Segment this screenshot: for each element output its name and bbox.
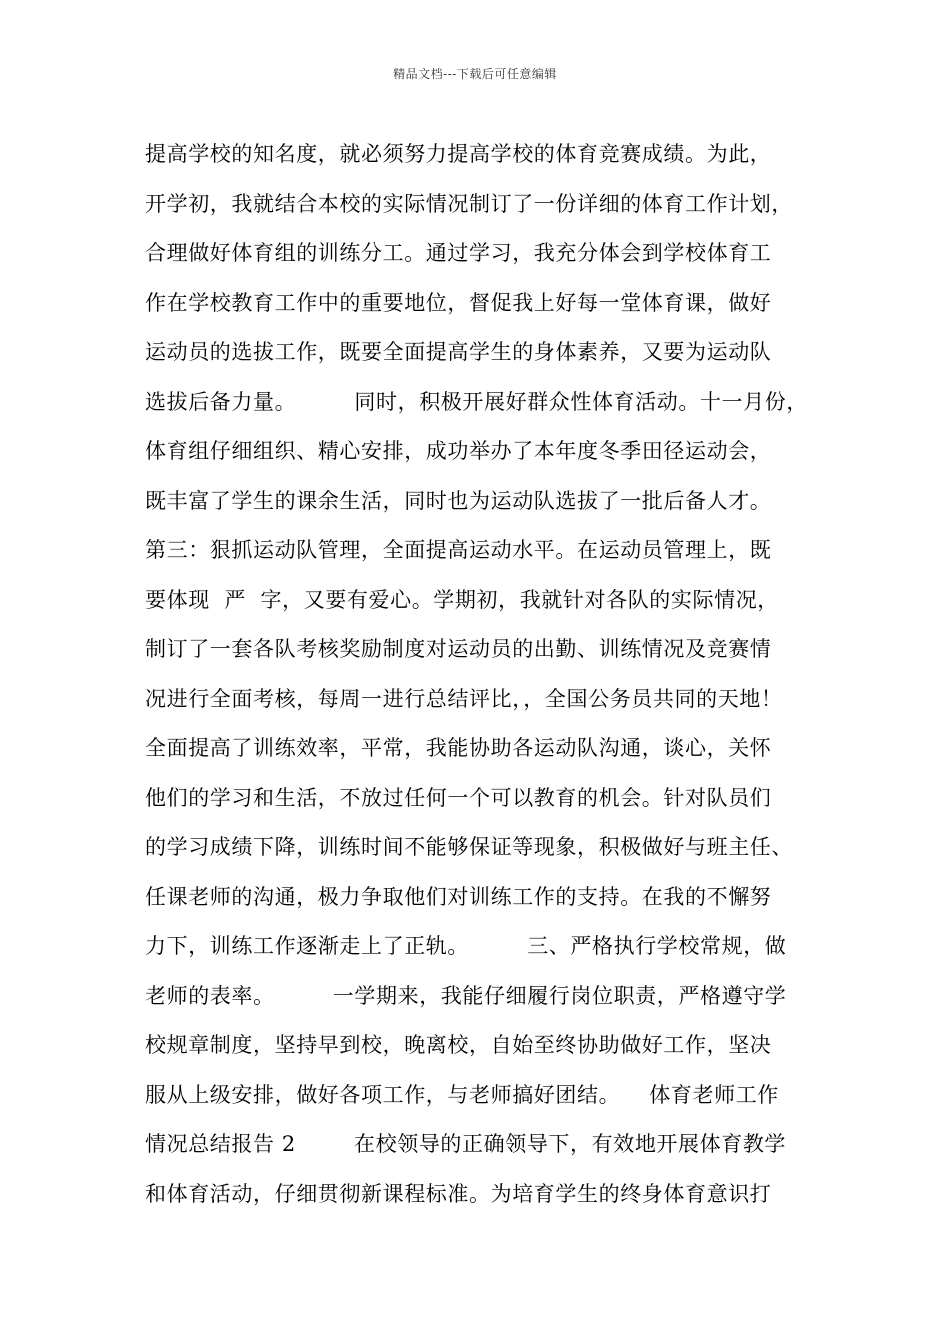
text-line: 选拔后备力量。 同时，积极开展好群众性体育活动。十一月份， [145,389,808,414]
text-line: 况进行全面考核，每周一进行总结评比，，全国公务员共同的天地！ [145,686,783,711]
text-line: 开学初，我就结合本校的实际情况制订了一份详细的体育工作计划， [145,191,793,216]
text-line: 校规章制度，坚持早到校，晚离校，自始至终协助做好工作，坚决 [145,1033,772,1057]
text-line: 体育组仔细组织、精心安排，成功举办了本年度冬季田径运动会， [145,439,772,463]
text-line: 服从上级安排，做好各项工作，与老师搞好团结。 体育老师工作 [145,1082,779,1107]
text-line: 他们的学习和生活，不放过任何一个可以教育的机会。针对队员们 [145,785,772,810]
text-line: 任课老师的沟通，极力争取他们对训练工作的支持。在我的不懈努 [145,884,772,909]
text-line: 第三：狠抓运动队管理，全面提高运动水平。在运动员管理上，既 [145,538,772,562]
text-line: 情况总结报告 2 在校领导的正确领导下，有效地开展体育教学 [145,1132,787,1156]
text-line: 运动员的选拔工作，既要全面提高学生的身体素养，又要为运动队 [145,340,772,364]
text-line: 要体现 严 字，又要有爱心。学期初，我就针对各队的实际情况， [145,587,779,612]
text-line: 老师的表率。 一学期来，我能仔细履行岗位职责，严格遵守学 [145,983,787,1008]
text-line: 合理做好体育组的训练分工。通过学习，我充分体会到学校体育工 [145,241,772,265]
text-line: 全面提高了训练效率，平常，我能协助各运动队沟通，谈心，关怀 [145,736,772,760]
text-line: 的学习成绩下降，训练时间不能够保证等现象，积极做好与班主任、 [145,835,793,859]
text-line: 既丰富了学生的课余生活，同时也为运动队选拔了一批后备人才。 [145,488,772,513]
text-line: 制订了一套各队考核奖励制度对运动员的出勤、训练情况及竞赛情 [145,637,772,661]
text-line: 和体育活动，仔细贯彻新课程标准。为培育学生的终身体育意识打 [145,1181,772,1206]
body-text [145,130,835,1219]
text-line: 作在学校教育工作中的重要地位，督促我上好每一堂体育课，做好 [145,290,772,315]
text-line: 力下，训练工作逐渐走上了正轨。 三、严格执行学校常规，做 [145,934,787,958]
text-line: 提高学校的知名度，就必须努力提高学校的体育竞赛成绩。为此， [145,142,772,166]
page-header: 精品文档---下载后可任意编辑 [393,67,557,81]
